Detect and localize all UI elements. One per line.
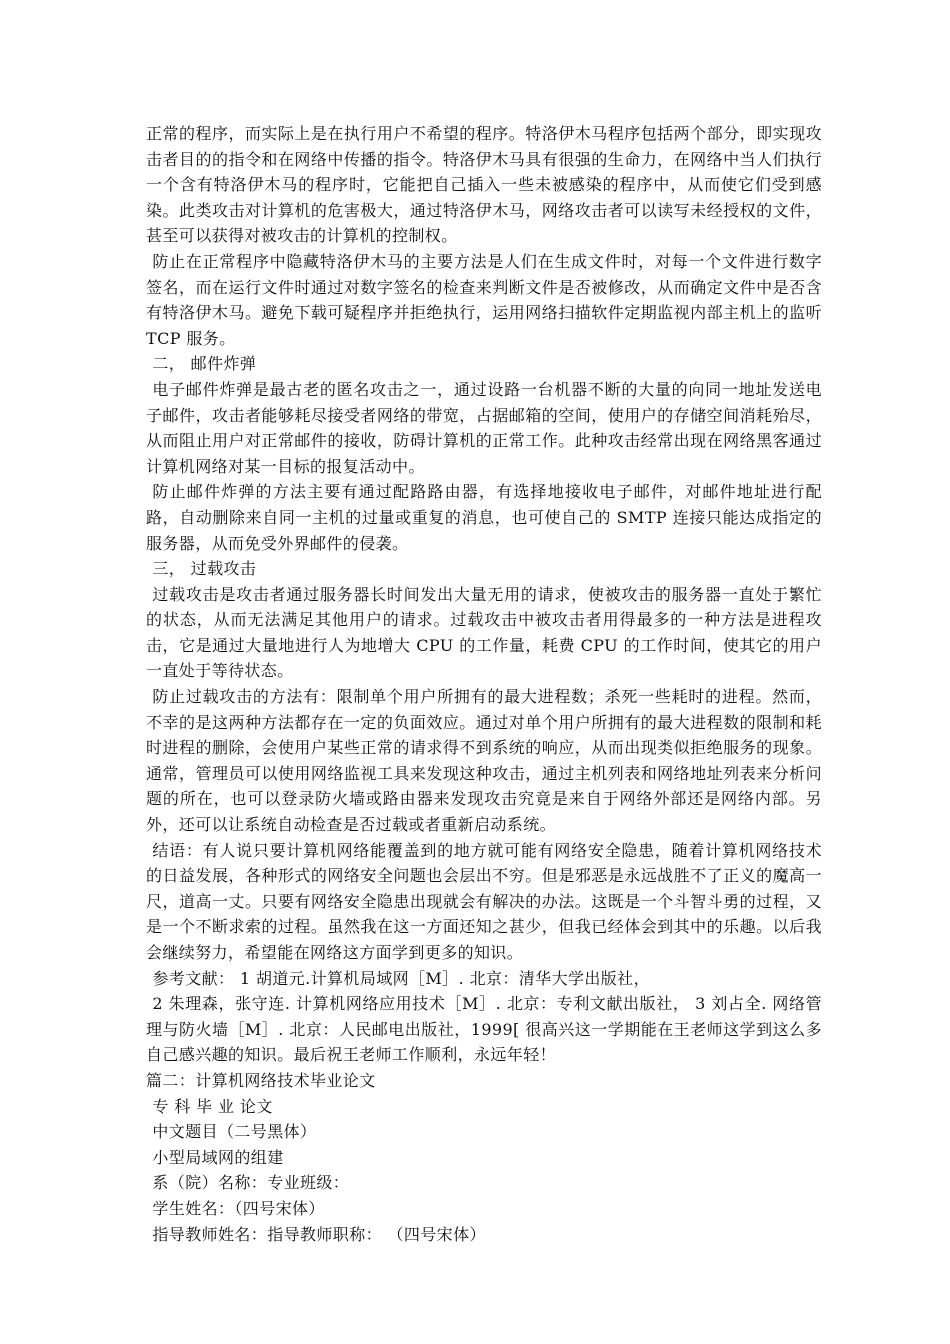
department-line: 系（院）名称：专业班级： [152,1173,350,1193]
thesis-title: 小型局域网的组建 [152,1147,284,1167]
heading-mail-bomb: 二， 邮件炸弹 [152,354,257,374]
paragraph-references-1: 参考文献： 1 胡道元.计算机局域网［M］. 北京：清华大学出版社， [152,968,650,988]
chinese-title-line: 中文题目（二号黑体） [152,1122,317,1142]
paragraph-mail-bomb-description: 电子邮件炸弹是最古老的匿名攻击之一，通过设路一台机器不断的大量的向同一地址发送电子邮件，攻击者能够耗尽接受者网络的带宽，占据邮箱的空间，使用户的存储空间消耗殆尽，从而阻止用户对正常邮件的接收，防碍计算机的正常工作。此种攻击经常出现在网络黑客通过计算机网络对某一目标的报复活动中。 [146,379,822,476]
advisor-line: 指导教师姓名：指导教师职称： （四号宋体） [152,1224,486,1244]
student-name-line: 学生姓名：（四号宋体） [152,1198,325,1218]
document-body [146,121,822,1247]
paragraph-overload-description: 过载攻击是攻击者通过服务器长时间发出大量无用的请求，使被攻击的服务器一直处于繁忙的状态，从而无法满足其他用户的请求。过载攻击中被攻击者用得最多的一种方法是进程攻击，它是通过大量地进行人为地增大 CPU 的工作量，耗费 CPU 的工作时间，使其它的用户一直处于等待状态。 [146,584,822,681]
thesis-type-line: 专 科 毕 业 论文 [152,1096,273,1116]
paragraph-trojan-prevention: 防止在正常程序中隐藏特洛伊木马的主要方法是人们在生成文件时，对每一个文件进行数字签名，而在运行文件时通过对数字签名的检查来判断文件是否被修改，从而确定文件中是否含有特洛伊木马。避免下载可疑程序并拒绝执行，运用网络扫描软件定期监视内部主机上的监听 TCP 服务。 [146,251,822,348]
paragraph-references-2: 2 朱理森，张守连. 计算机网络应用技术［M］. 北京：专利文献出版社， 3 刘占全. 网络管理与防火墙［M］. 北京：人民邮电出版社，1999[ 很高兴这一学期能在王老师这学到这么多自己感兴趣的知识。最后祝王老师工作顺利，永远年轻！ [146,994,822,1065]
paragraph-mail-bomb-prevention: 防止邮件炸弹的方法主要有通过配路路由器，有选择地接收电子邮件，对邮件地址进行配路，自动删除来自同一主机的过量或重复的消息，也可使自己的 SMTP 连接只能达成指定的服务器，从而免受外界邮件的侵袭。 [146,482,822,553]
heading-part-two: 篇二：计算机网络技术毕业论文 [146,1070,376,1090]
paragraph-overload-prevention: 防止过载攻击的方法有：限制单个用户所拥有的最大进程数；杀死一些耗时的进程。然而，不幸的是这两种方法都存在一定的负面效应。通过对单个用户所拥有的最大进程数的限制和耗时进程的删除，会使用户某些正常的请求得不到系统的响应，从而出现类似拒绝服务的现象。通常，管理员可以使用网络监视工具来发现这种攻击，通过主机列表和网络地址列表来分析问题的所在，也可以登录防火墙或路由器来发现攻击究竟是来自于网络外部还是网络内部。另外，还可以让系统自动检查是否过载或者重新启动系统。 [146,687,822,835]
paragraph-conclusion: 结语：有人说只要计算机网络能覆盖到的地方就可能有网络安全隐患，随着计算机网络技术的日益发展，各种形式的网络安全问题也会层出不穷。但是邪恶是永远战胜不了正义的魔高一尺，道高一丈。只要有网络安全隐患出现就会有解决的办法。这既是一个斗智斗勇的过程，又是一个不断求索的过程。虽然我在这一方面还知之甚少，但我已经体会到其中的乐趣。以后我会继续努力，希望能在网络这方面学到更多的知识。 [146,840,822,962]
heading-overload-attack: 三， 过载攻击 [152,559,257,579]
paragraph-trojan-description: 正常的程序，而实际上是在执行用户不希望的程序。特洛伊木马程序包括两个部分，即实现攻击者目的的指令和在网络中传播的指令。特洛伊木马具有很强的生命力，在网络中当人们执行一个含有特洛伊木马的程序时，它能把自己插入一些未被感染的程序中，从而使它们受到感染。此类攻击对计算机的危害极大，通过特洛伊木马，网络攻击者可以读写未经授权的文件，甚至可以获得对被攻击的计算机的控制权。 [146,124,822,246]
